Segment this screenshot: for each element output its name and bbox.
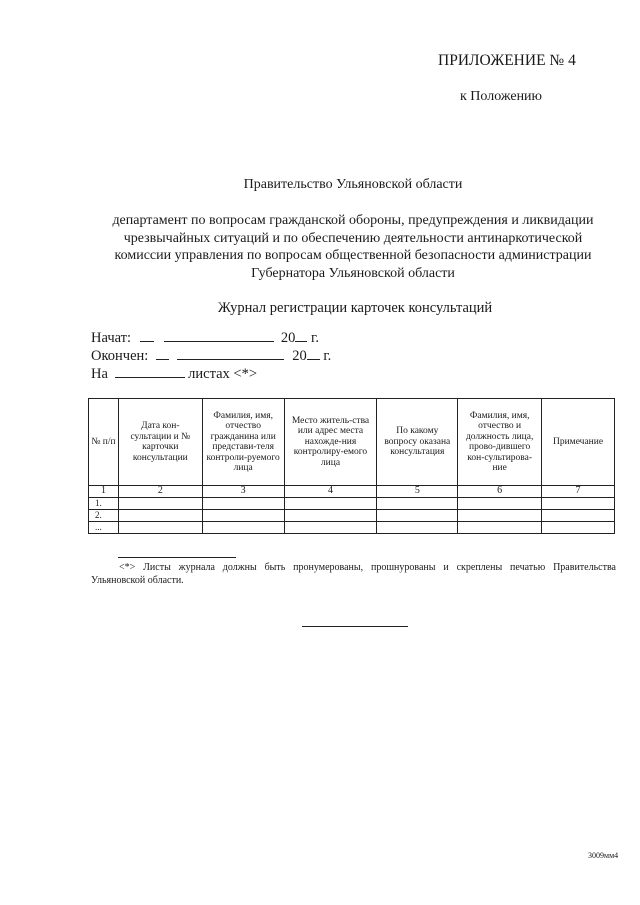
table-cell	[377, 510, 458, 522]
day-blank	[140, 329, 154, 342]
table-cell	[202, 498, 284, 510]
table-row	[89, 522, 615, 534]
month-blank	[164, 329, 274, 342]
table-cell	[377, 498, 458, 510]
year-suffix: г.	[323, 348, 332, 364]
table-cell	[458, 510, 542, 522]
column-header: Дата кон-сультации и № карточки консультации	[118, 399, 202, 486]
row-number: ...	[89, 522, 119, 534]
table-cell	[118, 510, 202, 522]
table-cell	[202, 522, 284, 534]
appendix-number: ПРИЛОЖЕНИЕ № 4	[438, 52, 576, 69]
year-blank	[307, 347, 320, 360]
table-cell	[458, 522, 542, 534]
table-cell	[542, 510, 615, 522]
footnote-separator	[118, 557, 236, 558]
on-label: На	[91, 366, 108, 382]
footnote: <*> Листы журнала должны быть пронумерованы, прошнурованы и скреплены печатью Правительства Ульяновской области.	[91, 562, 616, 586]
column-header: Фамилия, имя, отчество гражданина или представи-теля контроли-руемого лица	[202, 399, 284, 486]
table-cell	[284, 522, 377, 534]
registration-table	[88, 398, 615, 534]
year-prefix: 20	[292, 348, 307, 364]
table-cell	[284, 510, 377, 522]
column-number: 5	[377, 486, 458, 498]
column-header: Место житель-ства или адрес места нахожде-ния контролиру-емого лица	[284, 399, 377, 486]
column-header: № п/п	[89, 399, 119, 486]
table-cell	[118, 498, 202, 510]
day-blank	[156, 347, 169, 360]
table-row	[89, 510, 615, 522]
table-cell	[458, 498, 542, 510]
table-cell	[284, 498, 377, 510]
department-line: Губернатора Ульяновской области	[251, 265, 455, 281]
started-field	[91, 329, 319, 347]
document-code: 3009мм4	[588, 851, 619, 860]
column-header: По какому вопросу оказана консультация	[377, 399, 458, 486]
month-blank	[177, 347, 284, 360]
table-row	[89, 498, 615, 510]
table-cell	[542, 498, 615, 510]
column-header: Примечание	[542, 399, 615, 486]
column-number: 6	[458, 486, 542, 498]
column-number: 1	[89, 486, 119, 498]
finished-label: Окончен:	[91, 348, 149, 364]
sheets-blank	[115, 365, 185, 378]
table-header-row	[89, 399, 615, 486]
finished-field	[91, 347, 331, 365]
table-cell	[542, 522, 615, 534]
year-blank	[295, 329, 307, 342]
year-prefix: 20	[280, 330, 296, 346]
department-line: департамент по вопросам гражданской обороны, предупреждения и ликвидации	[112, 213, 594, 228]
sheets-label: листах <*>	[188, 366, 258, 382]
government-title: Правительство Ульяновской области	[243, 177, 463, 192]
to-regulation-label: к Положению	[460, 89, 543, 104]
column-header: Фамилия, имя, отчество и должность лица, прово-дившего кон-сультирова-ние	[458, 399, 542, 486]
row-number: 1.	[89, 498, 119, 510]
department-title	[88, 212, 618, 282]
column-number: 4	[284, 486, 377, 498]
table-cell	[377, 522, 458, 534]
table-cell	[118, 522, 202, 534]
sheets-field	[91, 365, 257, 383]
department-line: чрезвычайных ситуаций и по обеспечению деятельности антинаркотической	[123, 230, 583, 246]
table-cell	[202, 510, 284, 522]
column-number: 7	[542, 486, 615, 498]
column-number: 3	[202, 486, 284, 498]
department-line: комиссии управления по вопросам общественной безопасности администрации	[114, 248, 592, 263]
year-suffix: г.	[311, 330, 319, 346]
started-label: Начат:	[91, 330, 132, 346]
row-number: 2.	[89, 510, 119, 522]
column-number-row	[89, 486, 615, 498]
column-number: 2	[118, 486, 202, 498]
journal-title: Журнал регистрации карточек консультаций	[217, 300, 493, 316]
end-line	[302, 626, 408, 627]
